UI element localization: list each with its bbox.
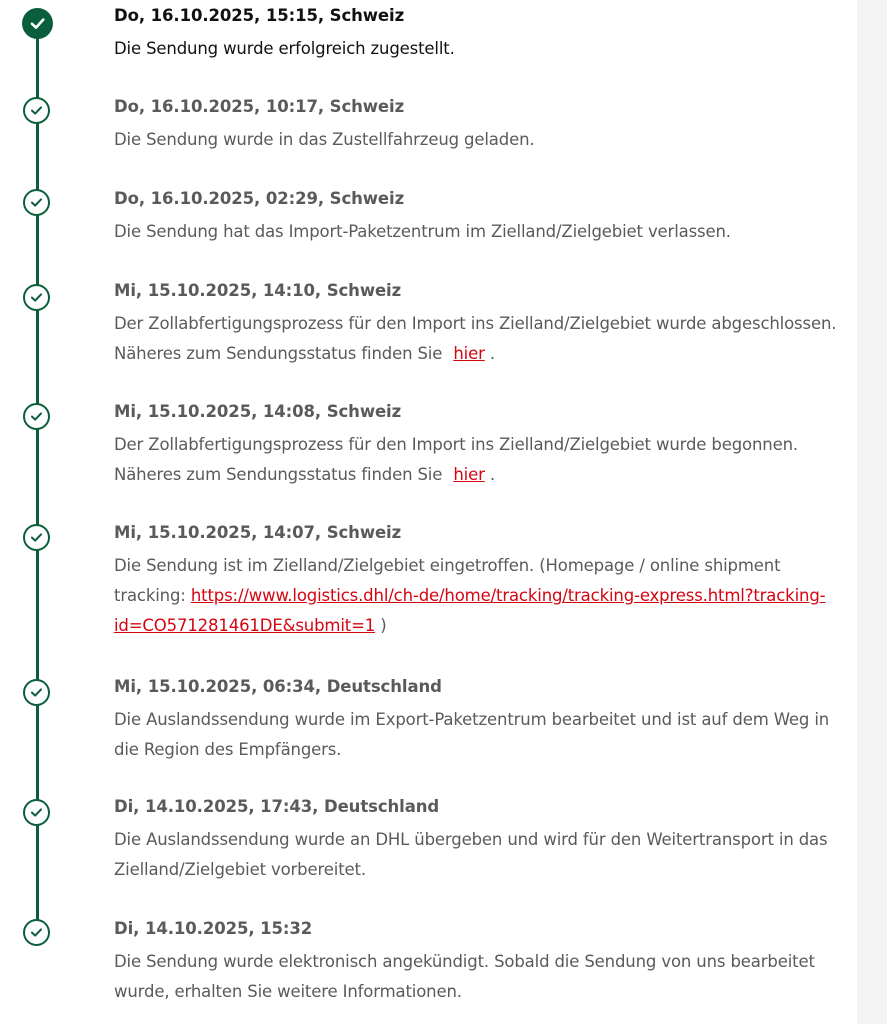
- event-datetime: Do, 16.10.2025, 15:15, Schweiz: [114, 6, 405, 25]
- tracking-url-link[interactable]: https://www.logistics.dhl/ch-de/home/tracking/tracking-express.html?tracking-id=CO571281461DE&submit=1: [114, 586, 826, 635]
- check-circle-icon: [23, 189, 50, 216]
- event-datetime: Do, 16.10.2025, 10:17, Schweiz: [114, 97, 405, 116]
- check-circle-icon: [23, 97, 50, 124]
- event-description: Die Auslandssendung wurde im Export-Paketzentrum bearbeitet und ist auf dem Weg in die Region des Empfängers.: [114, 710, 830, 759]
- check-circle-icon: [23, 284, 50, 311]
- event-datetime: Mi, 15.10.2025, 14:07, Schweiz: [114, 523, 402, 542]
- event-description: Die Sendung ist im Zielland/Zielgebiet eingetroffen. (Homepage / online shipment tracking: https://www.logistics.dhl/ch-de/home/tracking/tracking-express.html?tracking-id=CO571281461DE&submit=1 ): [114, 556, 826, 635]
- check-circle-icon: [23, 919, 50, 946]
- event-description: Die Auslandssendung wurde an DHL übergeben und wird für den Weitertransport in das Zielland/Zielgebiet vorbereitet.: [114, 830, 828, 879]
- event-description: Der Zollabfertigungsprozess für den Import ins Zielland/Zielgebiet wurde abgeschlossen. Näheres zum Sendungsstatus finden Sie hier .: [114, 314, 837, 363]
- event-description: Die Sendung hat das Import-Paketzentrum im Zielland/Zielgebiet verlassen.: [114, 222, 731, 241]
- event-datetime: Di, 14.10.2025, 17:43, Deutschland: [114, 797, 440, 816]
- timeline-line: [36, 30, 39, 932]
- check-circle-icon: [23, 524, 50, 551]
- event-datetime: Mi, 15.10.2025, 06:34, Deutschland: [114, 677, 442, 696]
- check-circle-icon: [23, 403, 50, 430]
- event-datetime: Do, 16.10.2025, 02:29, Schweiz: [114, 189, 405, 208]
- event-description: Die Sendung wurde elektronisch angekündigt. Sobald die Sendung von uns bearbeitet wurde, erhalten Sie weitere Informationen.: [114, 952, 815, 1001]
- event-datetime: Mi, 15.10.2025, 14:10, Schweiz: [114, 281, 402, 300]
- event-description: Die Sendung wurde erfolgreich zugestellt.: [114, 39, 455, 58]
- event-description: Der Zollabfertigungsprozess für den Import ins Zielland/Zielgebiet wurde begonnen. Näheres zum Sendungsstatus finden Sie hier .: [114, 435, 799, 484]
- check-circle-icon: [23, 799, 50, 826]
- event-datetime: Mi, 15.10.2025, 14:08, Schweiz: [114, 402, 402, 421]
- event-description: Die Sendung wurde in das Zustellfahrzeug geladen.: [114, 130, 535, 149]
- status-details-link[interactable]: hier: [453, 344, 485, 363]
- check-circle-icon: [23, 679, 50, 706]
- status-details-link[interactable]: hier: [453, 465, 485, 484]
- page-gutter: [857, 0, 887, 1024]
- check-filled-icon: [22, 8, 53, 39]
- event-datetime: Di, 14.10.2025, 15:32: [114, 919, 313, 938]
